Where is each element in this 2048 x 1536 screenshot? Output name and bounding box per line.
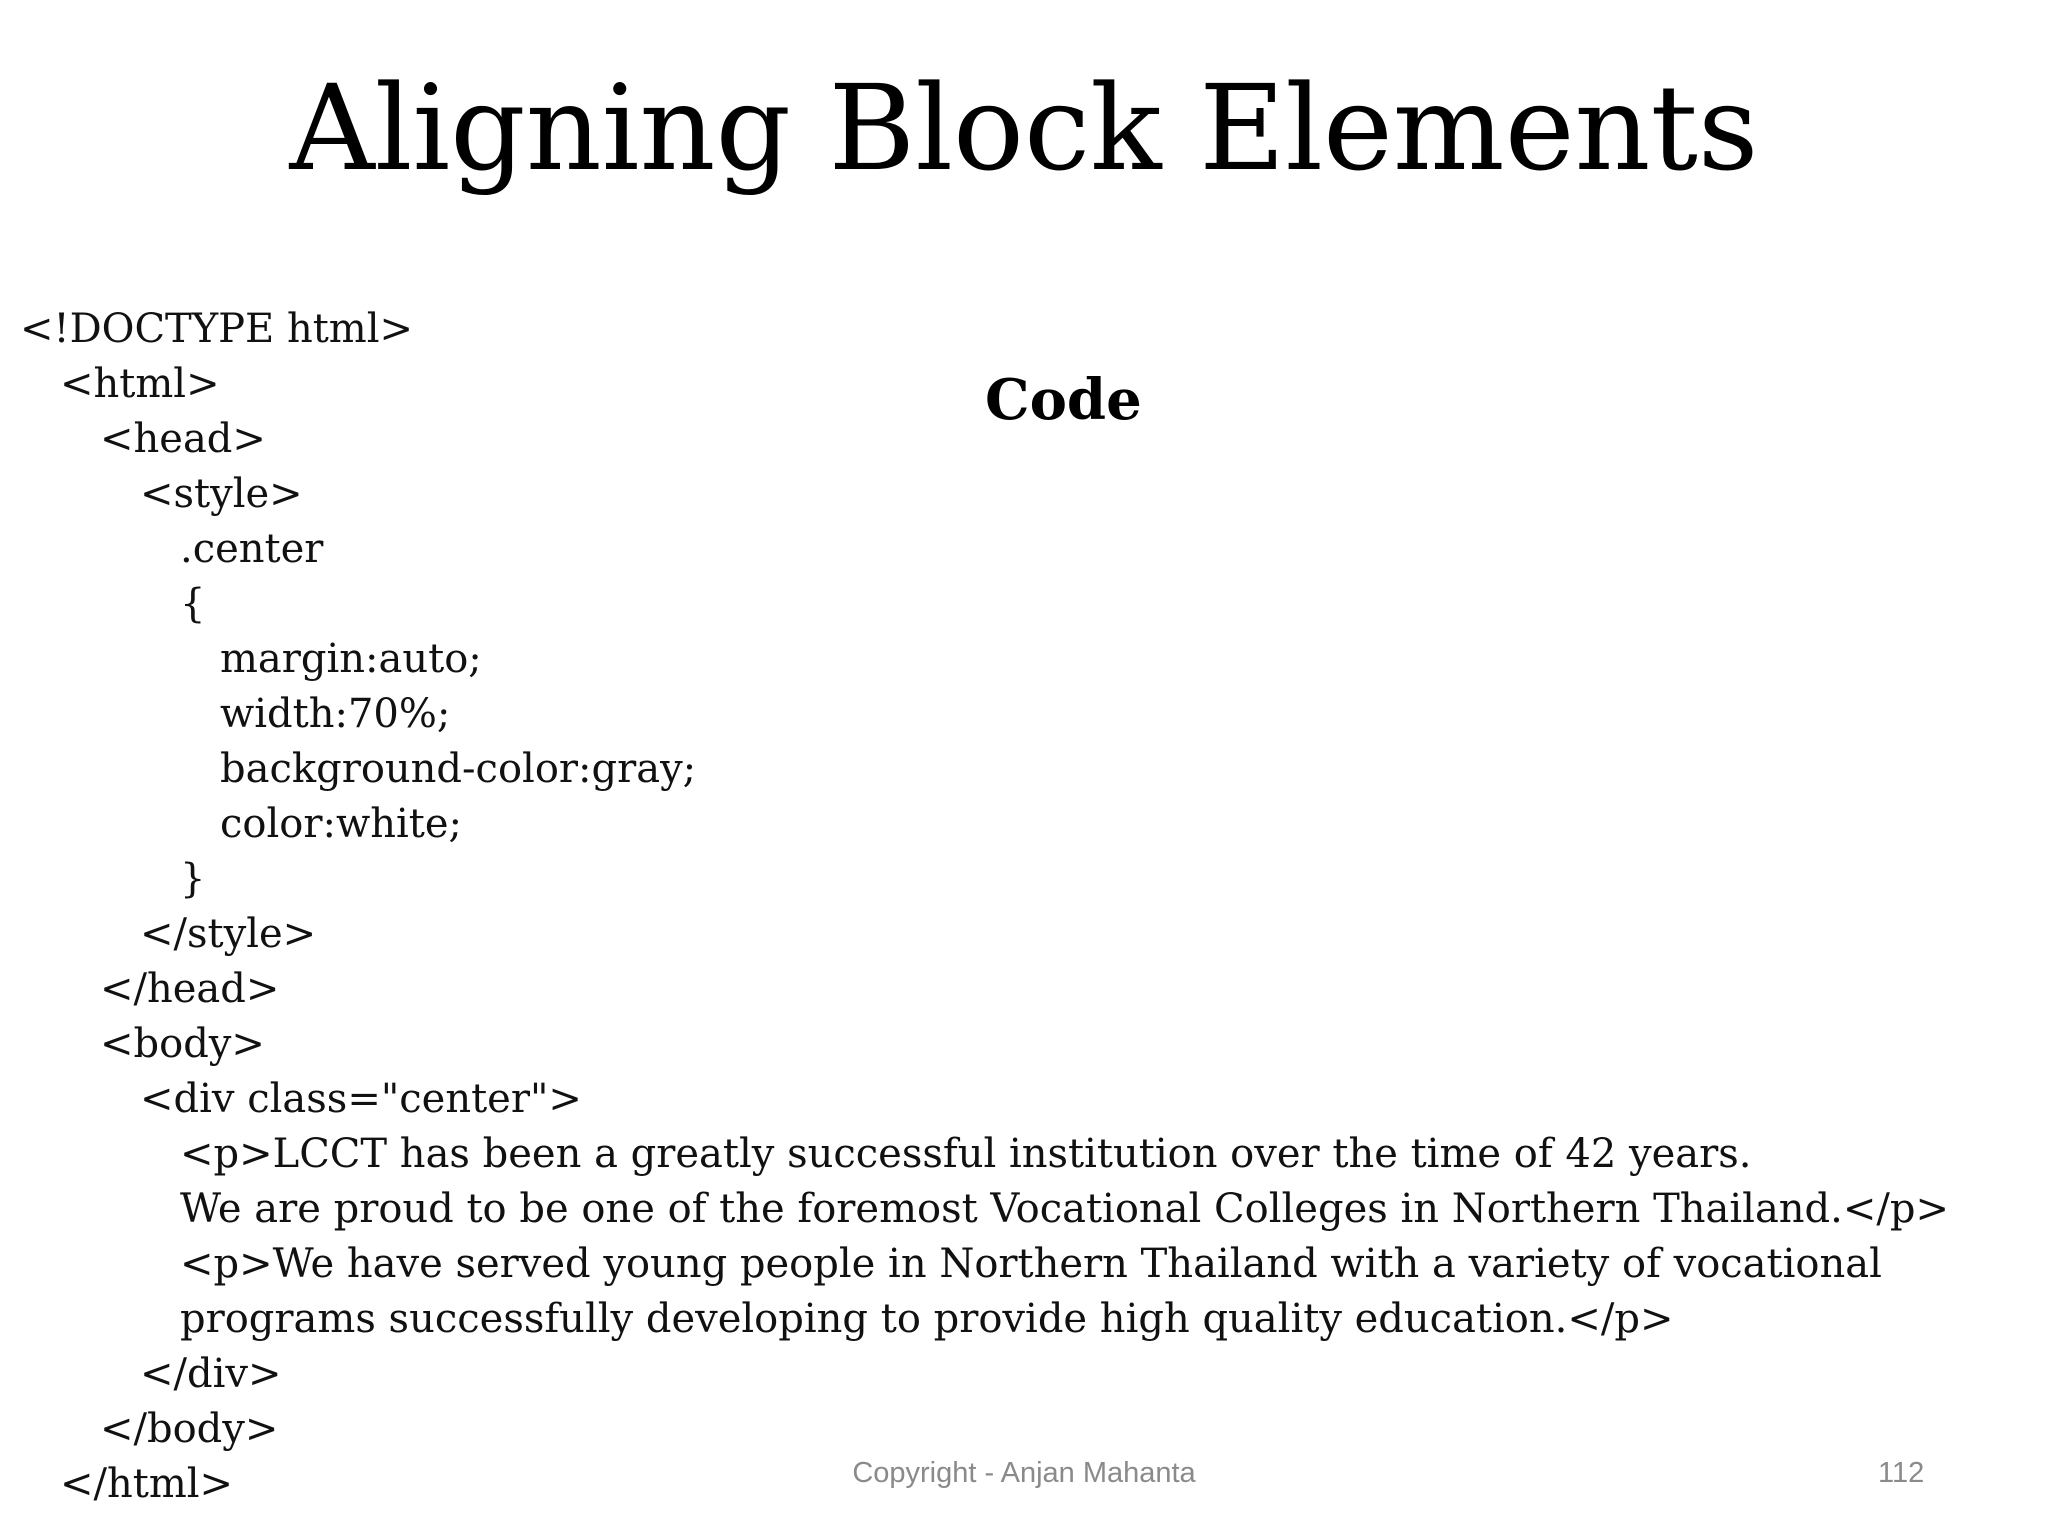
code-line: <p>We have served young people in Northern Thailand with a variety of vocational [180, 1241, 1882, 1287]
code-line: <p>LCCT has been a greatly successful institution over the time of 42 years. [180, 1131, 1752, 1177]
code-heading: Code [985, 367, 1142, 433]
code-line: } [180, 856, 206, 902]
code-line: <html> [60, 361, 220, 407]
code-line: </html> [60, 1461, 234, 1507]
code-listing [20, 302, 1949, 1512]
code-line: .center [180, 526, 324, 572]
code-line: <style> [140, 471, 303, 517]
code-line: <div class="center"> [140, 1076, 582, 1122]
code-line: <!DOCTYPE html> [20, 306, 414, 352]
code-line: We are proud to be one of the foremost Vocational Colleges in Northern Thailand.</p> [180, 1186, 1949, 1232]
code-line: color:white; [220, 801, 462, 847]
code-line: </body> [100, 1406, 279, 1452]
code-line: </head> [100, 966, 280, 1012]
code-line: programs successfully developing to provide high quality education.</p> [180, 1296, 1674, 1342]
slide-title: Aligning Block Elements [289, 59, 1759, 197]
footer-copyright: Copyright - Anjan Mahanta [852, 1457, 1196, 1489]
code-line: </style> [140, 911, 317, 957]
code-line: width:70%; [220, 691, 451, 737]
code-line: <body> [100, 1021, 265, 1067]
code-line: { [180, 581, 206, 627]
code-line: <head> [100, 416, 266, 462]
code-line: background-color:gray; [220, 746, 697, 792]
page-number: 112 [1878, 1457, 1925, 1489]
code-line: margin:auto; [220, 636, 482, 682]
code-line: </div> [140, 1351, 282, 1397]
